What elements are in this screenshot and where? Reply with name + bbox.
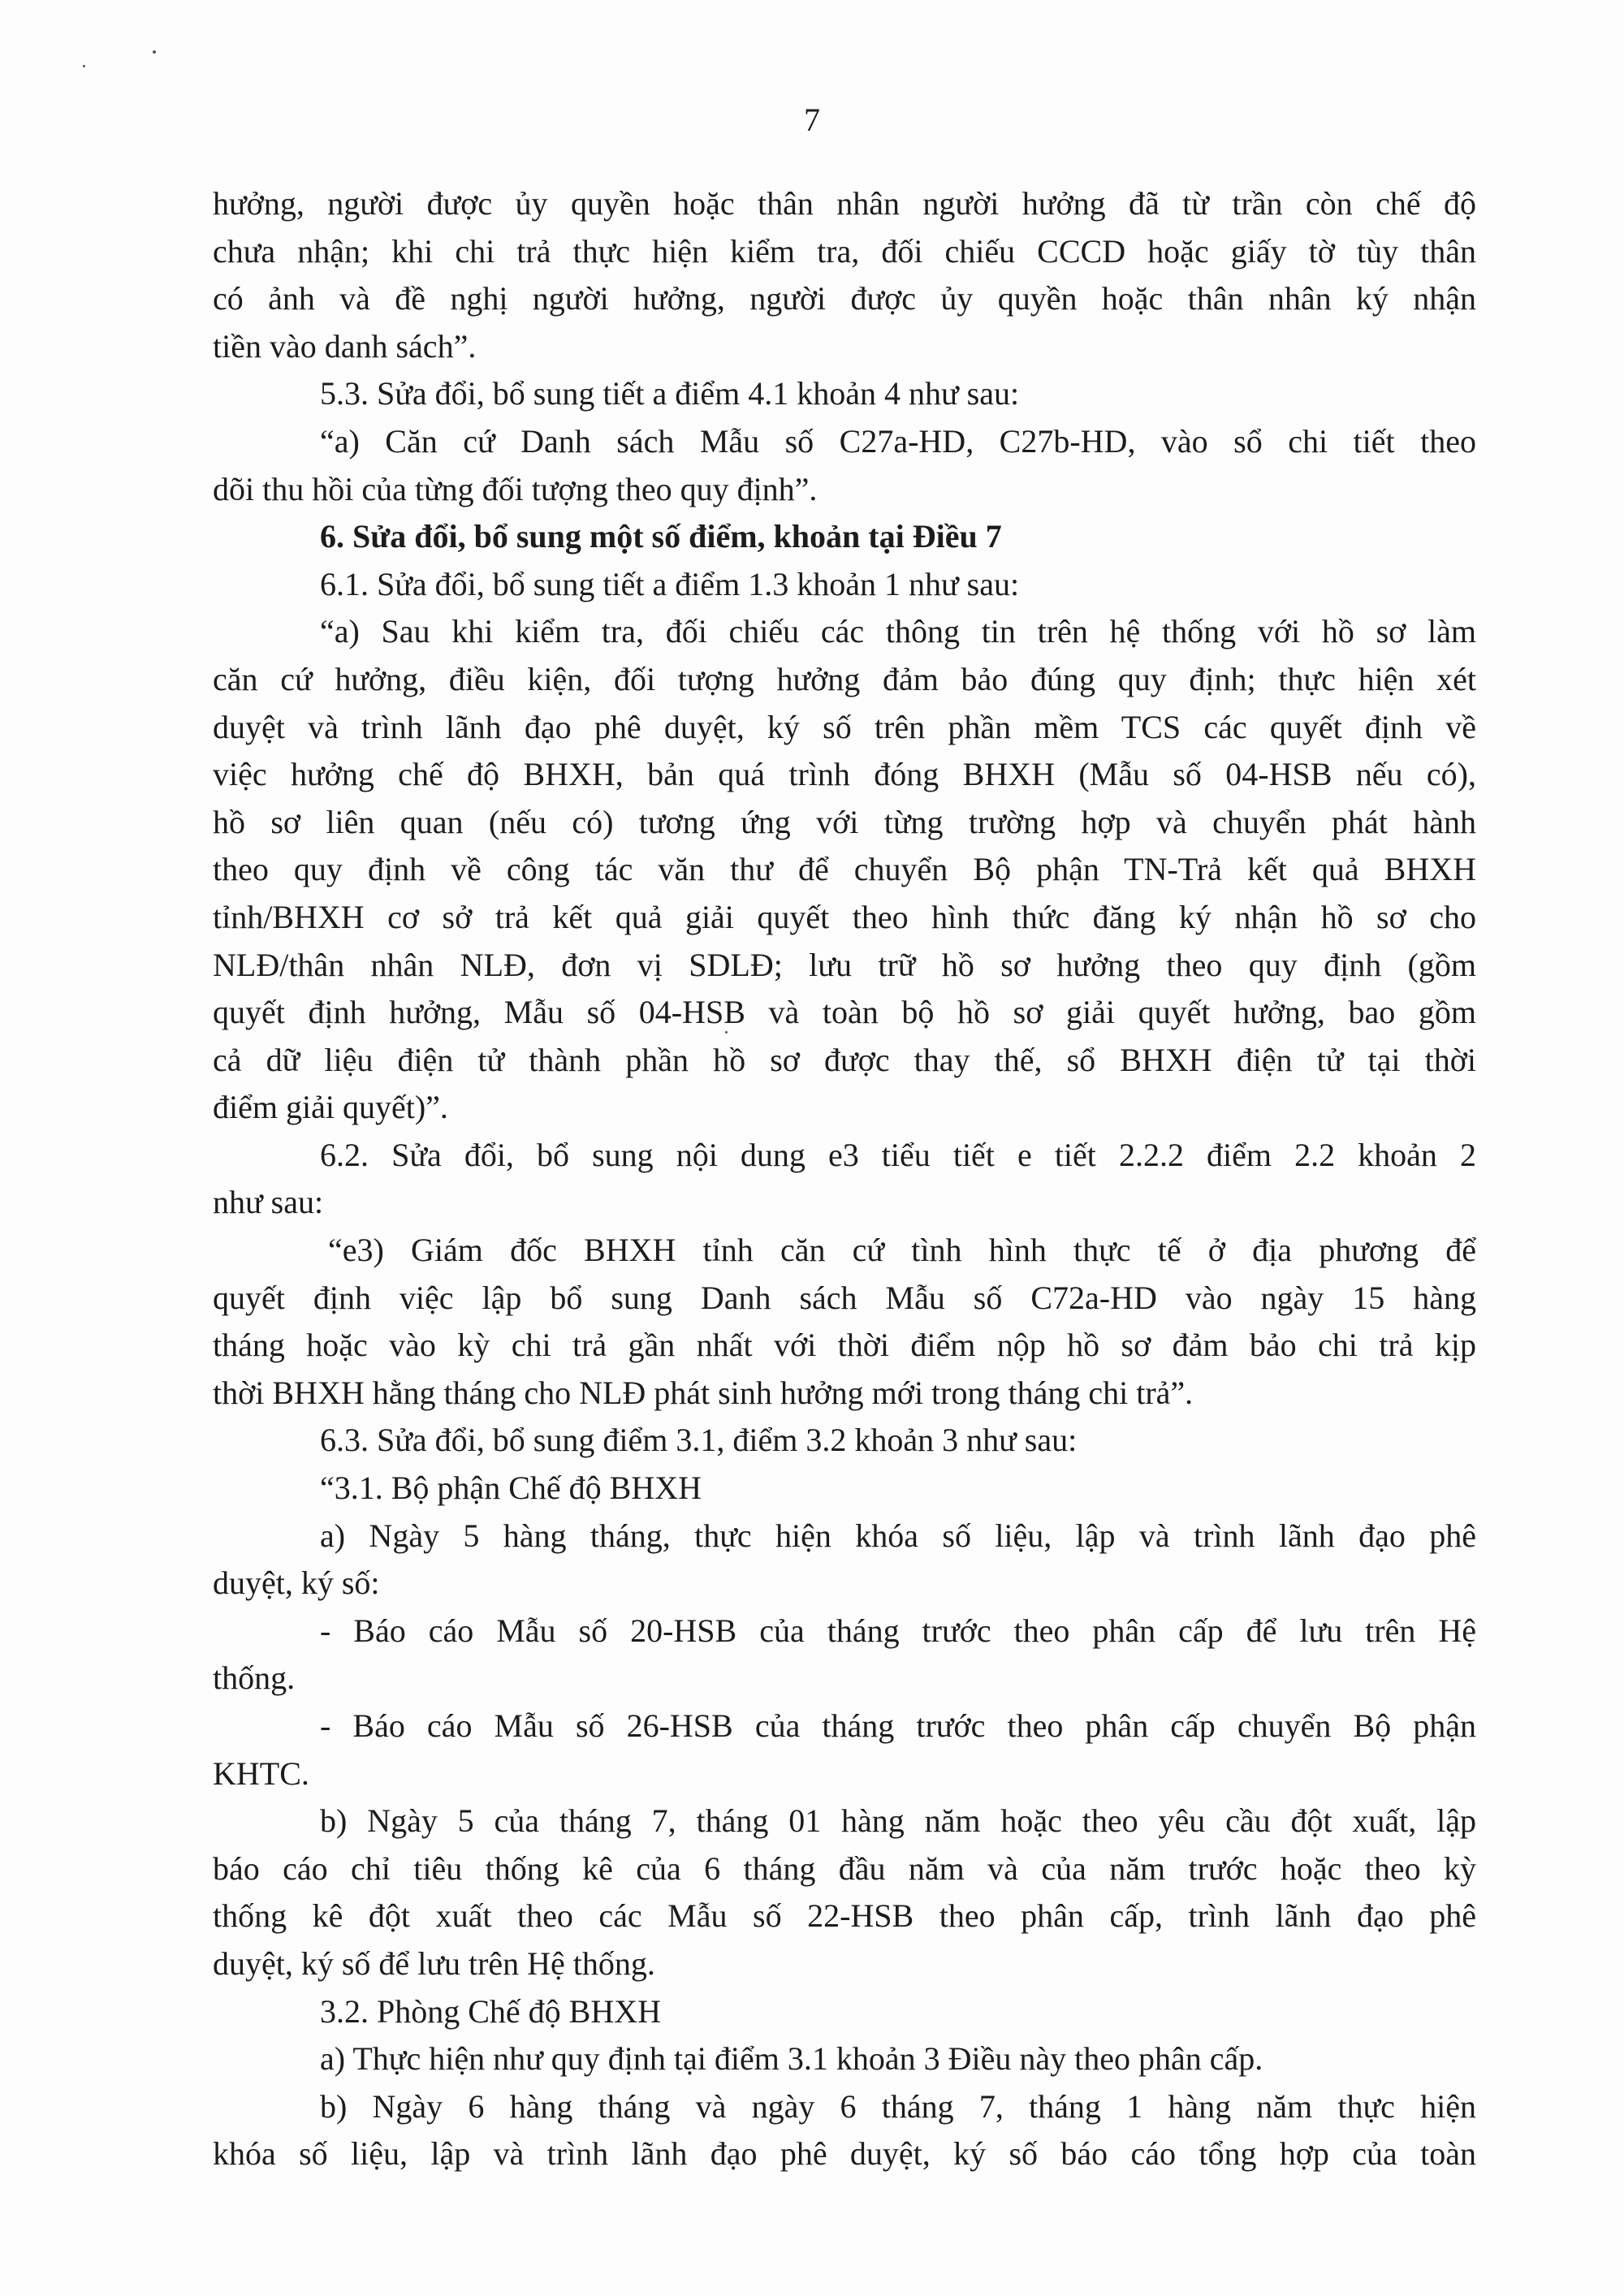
text-line: KHTC.: [213, 1754, 309, 1792]
text-line: - Báo cáo Mẫu số 20-HSB của tháng trước theo phân cấp để lưu trên Hệ: [320, 1612, 1476, 1649]
text-line: 6.1. Sửa đổi, bổ sung tiết a điểm 1.3 khoản 1 như sau:: [320, 565, 1020, 602]
text-line: cả dữ liệu điện tử thành phần hồ sơ được thay thế, sổ BHXH điện tử tại thời: [213, 1041, 1476, 1078]
body-text: [213, 180, 1476, 2178]
text-line: a) Ngày 5 hàng tháng, thực hiện khóa số liệu, lập và trình lãnh đạo phê: [320, 1517, 1476, 1554]
text-line: tiền vào danh sách”.: [213, 327, 477, 365]
text-line: thời BHXH hằng tháng cho NLĐ phát sinh hưởng mới trong tháng chi trả”.: [213, 1374, 1194, 1411]
text-line: khóa số liệu, lập và trình lãnh đạo phê duyệt, ký số báo cáo tổng hợp của toàn: [213, 2135, 1476, 2173]
text-line: duyệt và trình lãnh đạo phê duyệt, ký số trên phần mềm TCS các quyết định về: [213, 708, 1476, 745]
text-line: 6.2. Sửa đổi, bổ sung nội dung e3 tiểu tiết e tiết 2.2.2 điểm 2.2 khoản 2: [320, 1136, 1476, 1173]
section-heading: 6. Sửa đổi, bổ sung một số điểm, khoản tại Điều 7: [320, 518, 1002, 555]
text-line: thống.: [213, 1659, 296, 1697]
text-line: báo cáo chỉ tiêu thống kê của 6 tháng đầu năm và của năm trước hoặc theo kỳ: [213, 1849, 1476, 1887]
text-line: căn cứ hưởng, điều kiện, đối tượng hưởng đảm bảo đúng quy định; thực hiện xét: [213, 660, 1476, 697]
scan-speck: [153, 50, 156, 54]
text-line: “a) Căn cứ Danh sách Mẫu số C27a-HD, C27b-HD, vào sổ chi tiết theo: [320, 422, 1476, 460]
text-line: hồ sơ liên quan (nếu có) tương ứng với từng trường hợp và chuyển phát hành: [213, 803, 1476, 840]
text-line: 6.3. Sửa đổi, bổ sung điểm 3.1, điểm 3.2 khoản 3 như sau:: [320, 1422, 1078, 1459]
text-line: - Báo cáo Mẫu số 26-HSB của tháng trước theo phân cấp chuyển Bộ phận: [320, 1707, 1476, 1744]
text-line: tháng hoặc vào kỳ chi trả gần nhất với thời điểm nộp hồ sơ đảm bảo chi trả kịp: [213, 1327, 1476, 1364]
text-line: a) Thực hiện như quy định tại điểm 3.1 khoản 3 Điều này theo phân cấp.: [320, 2040, 1263, 2078]
text-line: quyết định việc lập bổ sung Danh sách Mẫu số C72a-HD vào ngày 15 hàng: [213, 1279, 1476, 1316]
scan-speck: [83, 65, 85, 67]
text-line: “3.1. Bộ phận Chế độ BHXH: [320, 1470, 702, 1507]
text-line: thống kê đột xuất theo các Mẫu số 22-HSB theo phân cấp, trình lãnh đạo phê: [213, 1897, 1476, 1935]
text-line: hưởng, người được ủy quyền hoặc thân nhân người hưởng đã từ trần còn chế độ: [213, 185, 1476, 222]
text-line: có ảnh và đề nghị người hưởng, người được ủy quyền hoặc thân nhân ký nhận: [213, 280, 1476, 317]
text-line: “a) Sau khi kiểm tra, đối chiếu các thông tin trên hệ thống với hồ sơ làm: [320, 613, 1476, 650]
text-line: việc hưởng chế độ BHXH, bản quá trình đóng BHXH (Mẫu số 04-HSB nếu có),: [213, 756, 1476, 793]
text-line: b) Ngày 5 của tháng 7, tháng 01 hàng năm hoặc theo yêu cầu đột xuất, lập: [320, 1802, 1476, 1840]
text-line: quyết định hưởng, Mẫu số 04-HSB và toàn bộ hồ sơ giải quyết hưởng, bao gồm: [213, 994, 1476, 1031]
text-line: theo quy định về công tác văn thư để chuyển Bộ phận TN-Trả kết quả BHXH: [213, 851, 1476, 888]
text-line: NLĐ/thân nhân NLĐ, đơn vị SDLĐ; lưu trữ hồ sơ hưởng theo quy định (gồm: [213, 946, 1476, 983]
text-line: như sau:: [213, 1184, 324, 1221]
page-number: 7: [804, 101, 820, 138]
text-line: duyệt, ký số để lưu trên Hệ thống.: [213, 1944, 655, 1982]
text-line: dõi thu hồi của từng đối tượng theo quy định”.: [213, 470, 818, 507]
text-line: b) Ngày 6 hàng tháng và ngày 6 tháng 7, tháng 1 hàng năm thực hiện: [320, 2087, 1476, 2125]
text-line: tỉnh/BHXH cơ sở trả kết quả giải quyết theo hình thức đăng ký nhận hồ sơ cho: [213, 898, 1476, 935]
text-line: điểm giải quyết)”.: [213, 1089, 448, 1126]
text-line: duyệt, ký số:: [213, 1564, 380, 1602]
text-line: 5.3. Sửa đổi, bổ sung tiết a điểm 4.1 khoản 4 như sau:: [320, 375, 1020, 412]
text-line: chưa nhận; khi chi trả thực hiện kiểm tra, đối chiếu CCCD hoặc giấy tờ tùy thân: [213, 232, 1476, 270]
text-line: “e3) Giám đốc BHXH tỉnh căn cứ tình hình thực tế ở địa phương để: [328, 1232, 1476, 1269]
text-line: 3.2. Phòng Chế độ BHXH: [320, 1992, 662, 2030]
